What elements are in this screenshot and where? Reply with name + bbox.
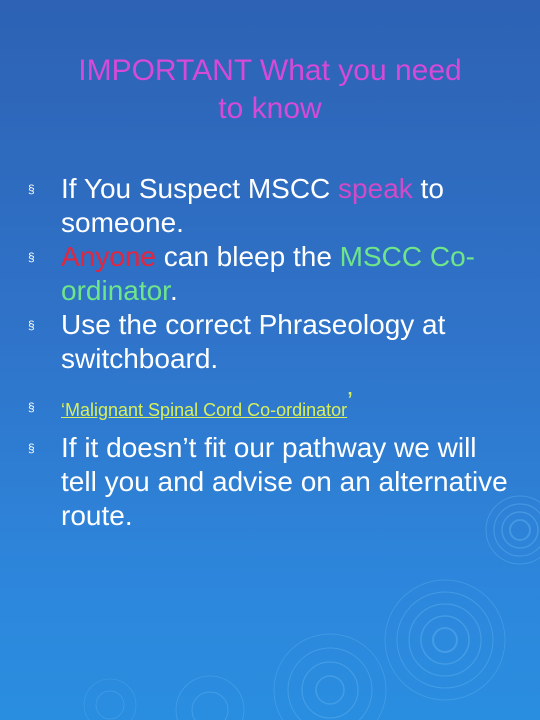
title-line-1: IMPORTANT What you need: [78, 54, 462, 87]
bullet-item-phrase: [28, 386, 518, 427]
bullet-2-anyone: Anyone: [61, 241, 156, 272]
bullet-1-pre: If You Suspect MSCC: [61, 173, 339, 204]
bullet-item-bleep: [28, 240, 518, 308]
bullet-item-phraseology: [28, 308, 518, 376]
bullet-2-coordinator: MSCC Co-ordinator: [61, 241, 476, 306]
title-line-2: to know: [218, 92, 322, 125]
bullet-item-pathway: [28, 431, 518, 533]
bullet-marker-icon: §: [28, 400, 35, 414]
bullet-4-phrase: ‘Malignant Spinal Cord Co-ordinator: [61, 400, 348, 420]
bullet-5-text: If it doesn’t fit our pathway we will tell you and advise on an alternative route.: [61, 432, 508, 531]
slide-title: [0, 52, 540, 128]
bullet-2-mid: can bleep the: [155, 241, 340, 272]
bullet-marker-icon: §: [28, 250, 35, 264]
bullet-item-suspect-mscc: [28, 172, 518, 240]
bullet-marker-icon: §: [28, 318, 35, 332]
bullet-1-post: to someone.: [61, 173, 444, 238]
bullet-marker-icon: §: [28, 182, 35, 196]
bullet-3-text: Use the correct Phraseology at switchboard.: [61, 309, 446, 374]
bullet-list: [28, 172, 518, 533]
bullet-marker-icon: §: [28, 441, 35, 455]
bullet-1-speak: speak: [338, 173, 413, 204]
bullet-2-post: .: [169, 275, 178, 306]
bullet-4-close-quote: ’: [347, 386, 353, 416]
